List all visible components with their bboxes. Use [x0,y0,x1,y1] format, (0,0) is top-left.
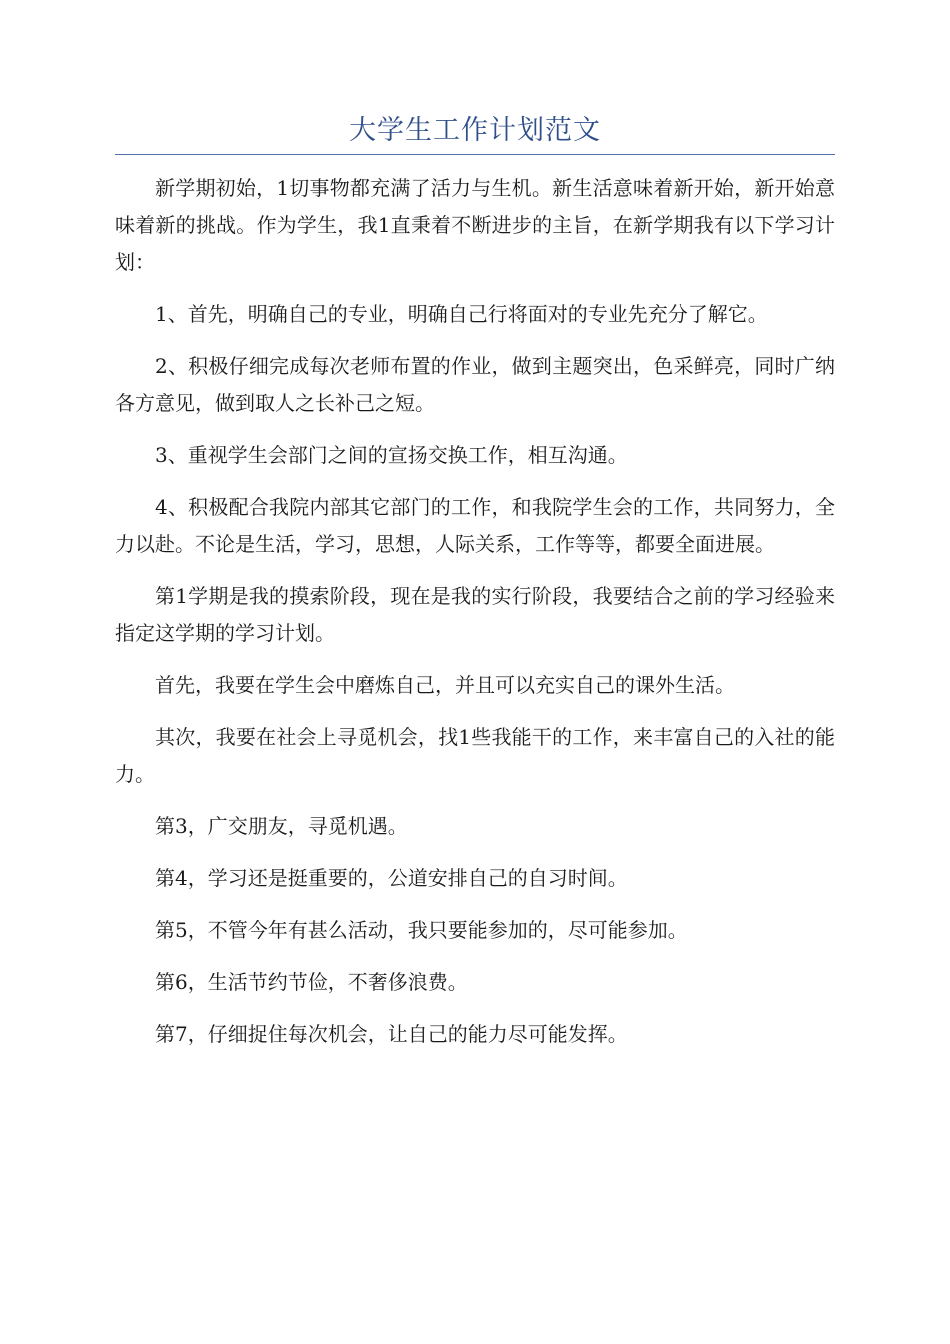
paragraph-sixth: 第6，生活节约节俭，不奢侈浪费。 [155,970,468,994]
paragraph-third: 第3，广交朋友，寻觅机遇。 [155,814,408,838]
paragraph-intro: 新学期初始，1切事物都充满了活力与生机。新生活意味着新开始，新开始意味着新的挑战。作为学生，我1直秉着不断进步的主旨，在新学期我有以下学习计划： [115,176,835,274]
paragraph-semester: 第1学期是我的摸索阶段，现在是我的实行阶段，我要结合之前的学习经验来指定这学期的学习计划。 [115,584,835,645]
document-title: 大学生工作计划范文 [349,115,601,146]
paragraph-first: 首先，我要在学生会中磨炼自己，并且可以充实自己的课外生活。 [155,673,735,697]
paragraph-item-3: 3、重视学生会部门之间的宣扬交换工作，相互沟通。 [155,443,628,467]
title-underline [115,154,835,155]
document-body [115,170,835,1068]
paragraph-fourth: 第4，学习还是挺重要的，公道安排自己的自习时间。 [155,866,628,890]
paragraph-item-1: 1、首先，明确自己的专业，明确自己行将面对的专业先充分了解它。 [155,302,768,326]
paragraph-seventh: 第7，仔细捉住每次机会，让自己的能力尽可能发挥。 [155,1022,628,1046]
paragraph-item-4: 4、积极配合我院内部其它部门的工作，和我院学生会的工作，共同努力，全力以赴。不论是生活，学习，思想，人际关系，工作等等，都要全面进展。 [115,495,835,556]
paragraph-fifth: 第5，不管今年有甚么活动，我只要能参加的，尽可能参加。 [155,918,688,942]
paragraph-second: 其次，我要在社会上寻觅机会，找1些我能干的工作，来丰富自己的入社的能力。 [115,725,835,786]
paragraph-item-2: 2、积极仔细完成每次老师布置的作业，做到主题突出，色采鲜亮，同时广纳各方意见，做到取人之长补己之短。 [115,354,835,415]
